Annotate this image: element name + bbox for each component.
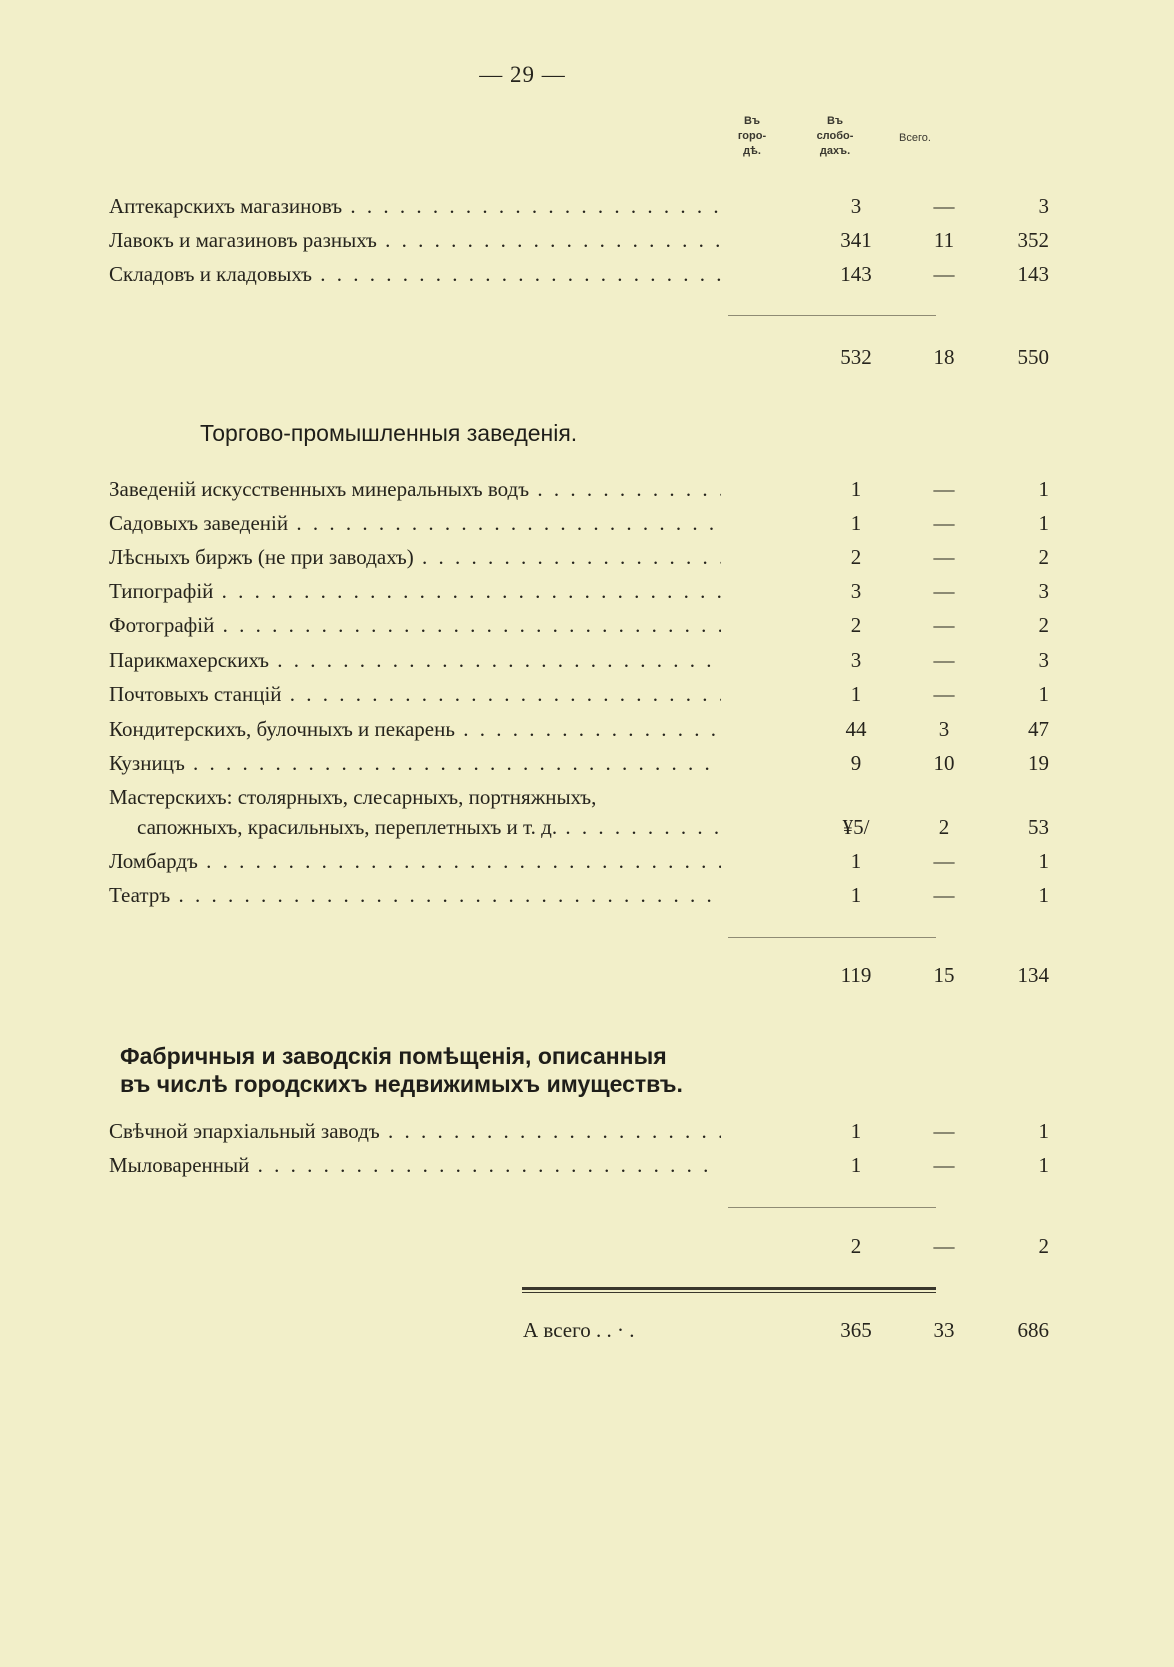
value-city: 341 xyxy=(840,228,872,252)
value-city: 9 xyxy=(850,751,862,775)
value-total: 1 xyxy=(1038,1153,1049,1177)
row-label: Театръ . . . xyxy=(109,880,721,910)
value-total: 1 xyxy=(1038,1119,1049,1143)
value-total: 1 xyxy=(1038,682,1049,706)
sum-total: 2 xyxy=(1038,1234,1049,1258)
table-row xyxy=(109,846,1049,876)
row-label: Складовъ и кладовыхъ . . . xyxy=(109,259,721,289)
subtotal-rule xyxy=(728,1207,936,1208)
grand-total-city: 365 xyxy=(840,1318,872,1342)
sum-city: 532 xyxy=(840,345,872,369)
row-label: Мыловаренный . . . xyxy=(109,1150,721,1180)
subtotal-row xyxy=(109,960,1049,990)
page-number: — 29 — xyxy=(479,62,566,87)
row-label: Садовыхъ заведеній . . . xyxy=(109,508,721,538)
value-city: 1 xyxy=(850,849,862,873)
value-suburbs: — xyxy=(933,1119,955,1143)
grand-total-row xyxy=(109,1315,1049,1345)
value-total: 1 xyxy=(1038,883,1049,907)
value-total: 2 xyxy=(1038,613,1049,637)
value-suburbs: — xyxy=(933,883,955,907)
section-heading: Фабричныя и заводскія помѣщенія, описанныя въ числѣ городскихъ недвижимыхъ имуществъ. xyxy=(120,1043,683,1097)
value-suburbs: — xyxy=(933,1153,955,1177)
value-total: 1 xyxy=(1038,477,1049,501)
row-label: Парикмахерскихъ . . . xyxy=(109,645,721,675)
table-row xyxy=(109,610,1049,640)
row-label: Аптекарскихъ магазиновъ . . . xyxy=(109,191,721,221)
value-total: 3 xyxy=(1038,579,1049,603)
value-city: 3 xyxy=(850,194,862,218)
value-total: 352 xyxy=(1017,228,1049,252)
value-city: 2 xyxy=(850,613,862,637)
value-city: 1 xyxy=(850,477,862,501)
row-label: Лавокъ и магазиновъ разныхъ . . . xyxy=(109,225,721,255)
table-row xyxy=(109,576,1049,606)
value-total: 53 xyxy=(1028,815,1049,839)
sum-suburbs: 18 xyxy=(933,345,955,369)
grand-total-suburbs: 33 xyxy=(933,1318,955,1342)
row-label: Кондитерскихъ, булочныхъ и пекарень . . . xyxy=(109,714,721,744)
row-label-line1: Мастерскихъ: столярныхъ, слесарныхъ, портняжныхъ, xyxy=(109,785,597,809)
table-row xyxy=(109,259,1049,289)
column-header-total: Всего. xyxy=(899,132,931,144)
table-row xyxy=(109,474,1049,504)
section-heading: Торгово-промышленныя заведенія. xyxy=(200,420,578,446)
grand-total-label: А всего . . · . xyxy=(523,1318,635,1342)
value-suburbs: 10 xyxy=(933,751,955,775)
sum-total: 550 xyxy=(1017,345,1049,369)
table-row xyxy=(109,880,1049,910)
row-label-line2: сапожныхъ, красильныхъ, переплетныхъ и т. д. . . . xyxy=(137,812,721,842)
value-suburbs: 2 xyxy=(938,815,950,839)
value-total: 19 xyxy=(1028,751,1049,775)
table-row xyxy=(109,748,1049,778)
value-city: 2 xyxy=(850,545,862,569)
value-city: 1 xyxy=(850,1153,862,1177)
row-label: Свѣчной эпархіальный заводъ . . . xyxy=(109,1116,721,1146)
sum-suburbs: 15 xyxy=(933,963,955,987)
value-suburbs: — xyxy=(933,545,955,569)
sum-city: 2 xyxy=(850,1234,862,1258)
table-row xyxy=(109,225,1049,255)
table-row xyxy=(109,714,1049,744)
value-total: 1 xyxy=(1038,511,1049,535)
table-row xyxy=(109,508,1049,538)
sum-total: 134 xyxy=(1017,963,1049,987)
row-label: Почтовыхъ станцій . . . xyxy=(109,679,721,709)
value-total: 3 xyxy=(1038,194,1049,218)
grand-total-rule xyxy=(522,1287,936,1293)
value-suburbs: — xyxy=(933,477,955,501)
value-suburbs: — xyxy=(933,849,955,873)
table-row xyxy=(109,1116,1049,1146)
row-label: Ломбардъ . . . xyxy=(109,846,721,876)
value-suburbs: — xyxy=(933,262,955,286)
value-city: 3 xyxy=(850,579,862,603)
value-city: 1 xyxy=(850,1119,862,1143)
row-label: Лѣсныхъ биржъ (не при заводахъ) . . . xyxy=(109,542,721,572)
value-suburbs: — xyxy=(933,682,955,706)
value-total: 3 xyxy=(1038,648,1049,672)
row-label: Кузницъ . . . xyxy=(109,748,721,778)
row-label: Заведеній искусственныхъ минеральныхъ водъ . . . xyxy=(109,474,721,504)
row-label: Типографій . . . xyxy=(109,576,721,606)
value-city: 44 xyxy=(845,717,867,741)
value-city: 143 xyxy=(840,262,872,286)
table-row-workshops xyxy=(109,782,1049,842)
value-total: 1 xyxy=(1038,849,1049,873)
sum-city: 119 xyxy=(840,963,872,987)
value-total: 2 xyxy=(1038,545,1049,569)
value-suburbs: — xyxy=(933,194,955,218)
value-total: 143 xyxy=(1017,262,1049,286)
table-row xyxy=(109,1150,1049,1180)
table-row xyxy=(109,679,1049,709)
subtotal-row xyxy=(109,342,1049,372)
value-city: 1 xyxy=(850,511,862,535)
value-total: 47 xyxy=(1028,717,1049,741)
subtotal-rule xyxy=(728,315,936,316)
sum-suburbs: — xyxy=(933,1234,955,1258)
table-row xyxy=(109,645,1049,675)
column-header-city: Въ горо- дѣ. xyxy=(737,115,767,157)
table-row xyxy=(109,191,1049,221)
value-suburbs: 3 xyxy=(938,717,950,741)
column-header-suburbs: Въ слобо- дахъ. xyxy=(816,115,854,157)
subtotal-row xyxy=(109,1231,1049,1261)
grand-total-all: 686 xyxy=(1017,1318,1049,1342)
subtotal-rule xyxy=(728,937,936,938)
row-label: Фотографій . . . xyxy=(109,610,721,640)
value-suburbs: — xyxy=(933,511,955,535)
value-suburbs: 11 xyxy=(933,228,955,252)
value-city: ¥5/ xyxy=(842,815,870,839)
value-suburbs: — xyxy=(933,579,955,603)
value-city: 1 xyxy=(850,682,862,706)
value-city: 3 xyxy=(850,648,862,672)
value-suburbs: — xyxy=(933,648,955,672)
value-city: 1 xyxy=(850,883,862,907)
value-suburbs: — xyxy=(933,613,955,637)
table-row xyxy=(109,542,1049,572)
